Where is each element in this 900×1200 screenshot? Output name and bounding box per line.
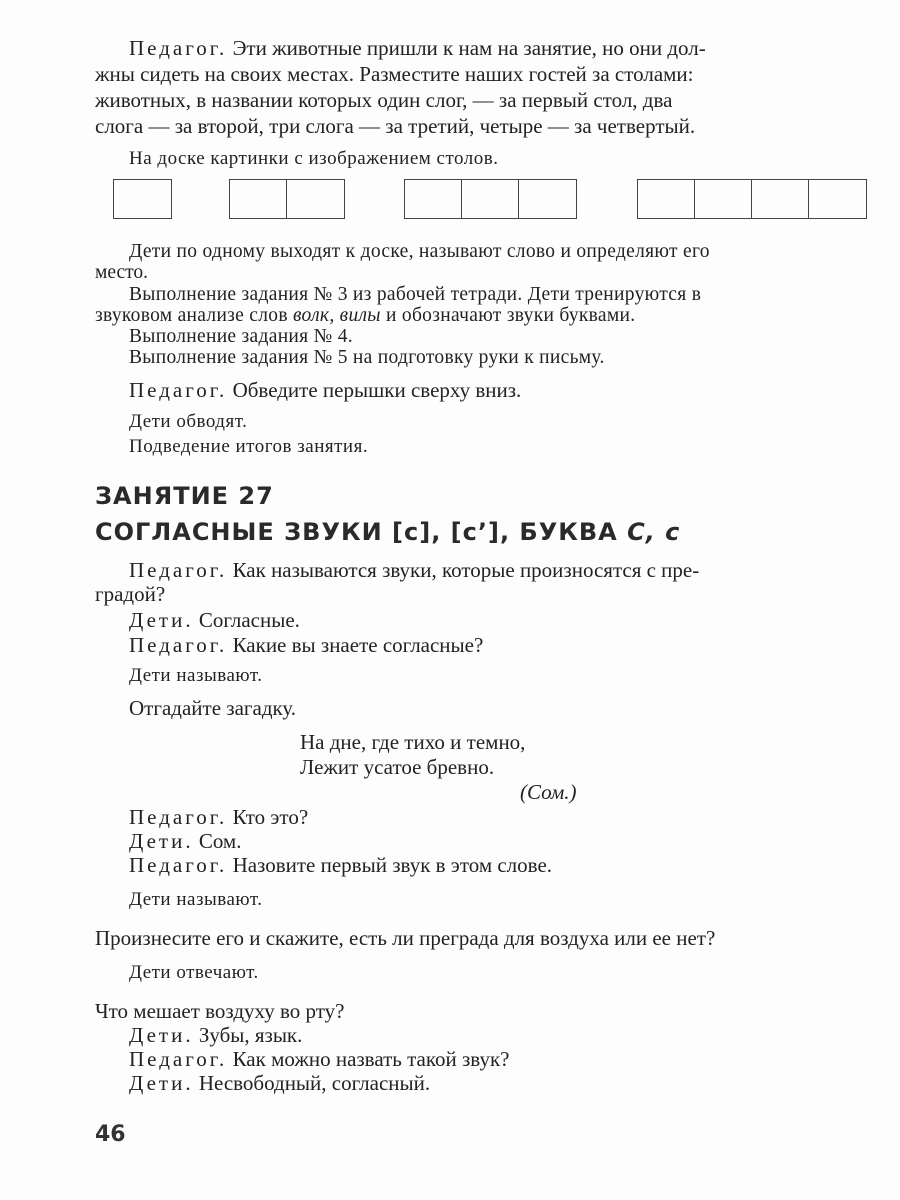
- text: Назовите первый звук в этом слове.: [227, 853, 553, 877]
- text: Согласные.: [193, 608, 300, 632]
- speaker-teacher: Педагог.: [129, 633, 228, 657]
- speaker-teacher: Педагог.: [129, 558, 228, 582]
- children-answer-5: Дети отвечают.: [129, 962, 259, 983]
- page-number: 46: [95, 1122, 126, 1147]
- seat: [114, 180, 171, 218]
- children-exit-line2: место.: [95, 262, 149, 283]
- text-line: слога — за второй, три слога — за третий, четыре — за четвертый.: [95, 114, 696, 138]
- speaker-children: Дети.: [129, 608, 194, 632]
- speaker-teacher: Педагог.: [129, 378, 228, 402]
- teacher-question-2: [129, 633, 483, 657]
- seat: [752, 180, 809, 218]
- seat: [230, 180, 287, 218]
- children-answer-7: [129, 1071, 430, 1095]
- speaker-children: Дети.: [129, 1071, 194, 1095]
- seat: [462, 180, 519, 218]
- seat: [405, 180, 462, 218]
- text: Обведите перышки сверху вниз.: [227, 378, 522, 402]
- text-line: животных, в названии которых один слог, — за первый стол, два: [95, 88, 673, 112]
- table-1-syllable: [113, 179, 172, 219]
- seat: [287, 180, 344, 218]
- children-trace: Дети обводят.: [129, 411, 248, 432]
- children-answer-2: Дети называют.: [129, 665, 263, 686]
- teacher-question-4: [129, 853, 552, 877]
- text-line: Эти животные пришли к нам на занятие, но они дол-: [227, 36, 706, 60]
- lesson-title: ЗАНЯТИЕ 27: [95, 482, 274, 510]
- seat: [519, 180, 576, 218]
- children-answer-6: [129, 1023, 302, 1047]
- text: Как называются звуки, которые произносятся с пре-: [227, 558, 700, 582]
- task3-line1: Выполнение задания № 3 из рабочей тетради. Дети тренируются в: [129, 284, 702, 305]
- text: Какие вы знаете согласные?: [227, 633, 484, 657]
- riddle-intro: Отгадайте загадку.: [129, 696, 297, 720]
- table-4-syllables: [637, 179, 867, 219]
- paragraph-teacher-intro: [129, 36, 706, 60]
- text-line: градой?: [95, 582, 166, 606]
- seat: [809, 180, 866, 218]
- subtitle-text: СОГЛАСНЫЕ ЗВУКИ [с], [с’], БУКВА: [95, 518, 628, 546]
- table-2-syllables: [229, 179, 345, 219]
- riddle-line-1: На дне, где тихо и темно,: [300, 730, 526, 754]
- riddle-line-2: Лежит усатое бревно.: [300, 755, 495, 779]
- teacher-question-3: [129, 805, 308, 829]
- riddle-answer: (Сом.): [520, 780, 577, 804]
- text: Сом.: [193, 829, 242, 853]
- speaker-teacher: Педагог.: [129, 36, 228, 60]
- task5: Выполнение задания № 5 на подготовку руки к письму.: [129, 347, 605, 368]
- speaker-children: Дети.: [129, 1023, 194, 1047]
- text: звуковом анализе слов: [95, 305, 294, 326]
- seat: [638, 180, 695, 218]
- lesson-subtitle: [95, 518, 680, 546]
- teacher-trace-instruction: [129, 378, 521, 402]
- summary: Подведение итогов занятия.: [129, 436, 369, 457]
- speaker-children: Дети.: [129, 829, 194, 853]
- text: и обозначают звуки буквами.: [380, 305, 636, 326]
- speaker-teacher: Педагог.: [129, 853, 228, 877]
- text: Зубы, язык.: [193, 1023, 303, 1047]
- text: Кто это?: [227, 805, 309, 829]
- speaker-teacher: Педагог.: [129, 1047, 228, 1071]
- teacher-question-6: Что мешает воздуху во рту?: [95, 999, 345, 1023]
- speaker-teacher: Педагог.: [129, 805, 228, 829]
- children-answer-1: [129, 608, 300, 632]
- teacher-question-7: [129, 1047, 510, 1071]
- subtitle-letter: С, с: [627, 518, 681, 546]
- table-3-syllables: [404, 179, 577, 219]
- teacher-question-5: Произнесите его и скажите, есть ли преграда для воздуха или ее нет?: [95, 926, 716, 950]
- seat: [695, 180, 752, 218]
- task4: Выполнение задания № 4.: [129, 326, 353, 347]
- text: Как можно назвать такой звук?: [227, 1047, 510, 1071]
- children-answer-4: Дети называют.: [129, 889, 263, 910]
- teacher-question-1: [129, 558, 699, 582]
- children-answer-3: [129, 829, 241, 853]
- children-exit-line1: Дети по одному выходят к доске, называют слово и определяют его: [129, 241, 710, 262]
- text-line: жны сидеть на своих местах. Разместите наших гостей за столами:: [95, 62, 694, 86]
- board-note: На доске картинки с изображением столов.: [129, 148, 499, 169]
- example-words: волк, вилы: [293, 305, 381, 326]
- text: Несвободный, согласный.: [193, 1071, 431, 1095]
